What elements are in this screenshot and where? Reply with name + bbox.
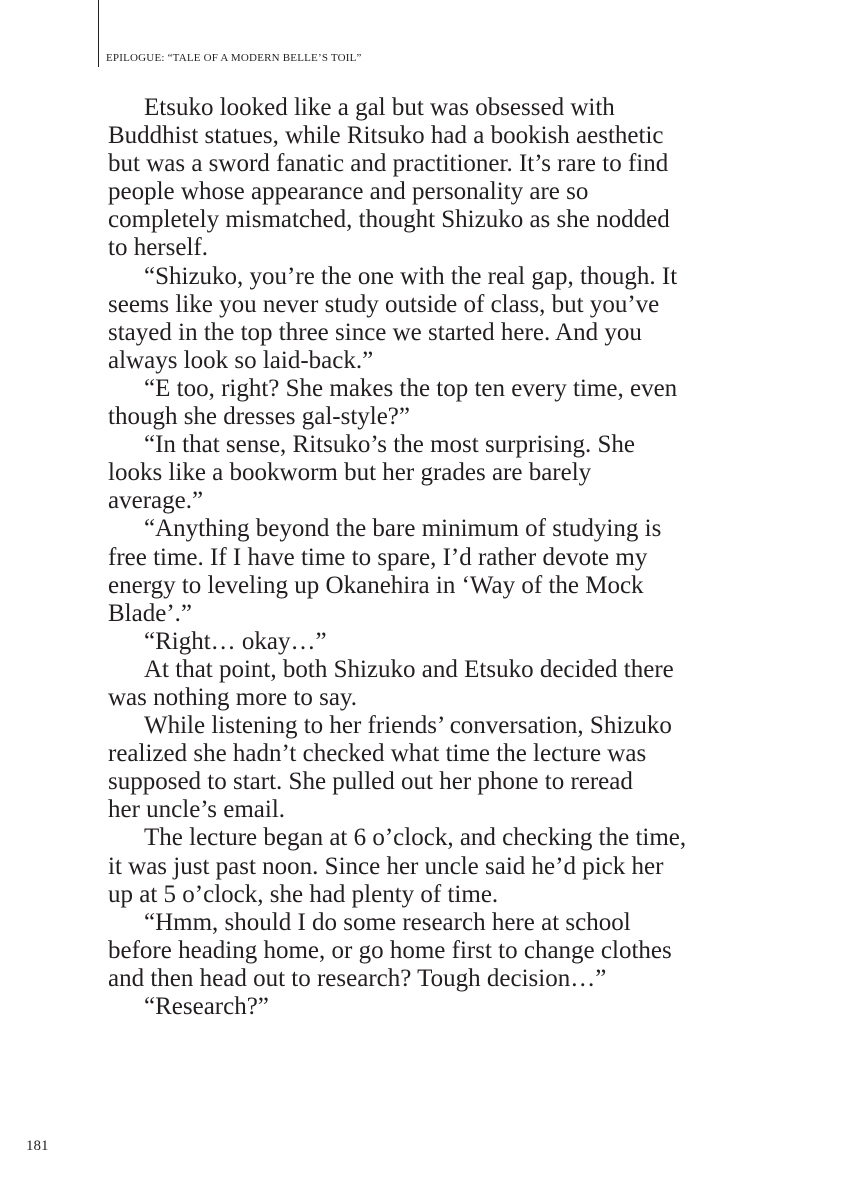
paragraph: Etsuko looked like a gal but was obsessed with Buddhist statues, while Ritsuko had a bookish aesthetic but was a sword fanatic and practitioner. It’s rare to find people whose appearance and personality are so completely mismatched, thought Shizuko as she nodded to herself. <box>108 94 670 262</box>
paragraph: The lecture began at 6 o’clock, and checking the time, it was just past noon. Since her uncle said he’d pick her up at 5 o’clock, she had plenty of time. <box>108 824 687 908</box>
paragraph: “In that sense, Ritsuko’s the most surprising. She looks like a bookworm but her grades are barely average.” <box>108 431 635 515</box>
paragraph: At that point, both Shizuko and Etsuko decided there was nothing more to say. <box>108 655 674 711</box>
paragraph: “Hmm, should I do some research here at school before heading home, or go home first to change clothes and then head out to research? Tough decision…” <box>108 908 672 992</box>
body-text <box>108 94 776 1021</box>
paragraph: While listening to her friends’ conversation, Shizuko realized she hadn’t checked what time the lecture was supposed to start. She pulled out her phone to reread her uncle’s email. <box>108 712 672 824</box>
paragraph: “Right… okay…” <box>144 627 327 655</box>
paragraph: “Anything beyond the bare minimum of studying is free time. If I have time to spare, I’d rather devote my energy to leveling up Okanehira in ‘Way of the Mock Blade’.” <box>108 515 662 627</box>
paragraph: “E too, right? She makes the top ten every time, even though she dresses gal-style?” <box>108 374 678 431</box>
paragraph: “Shizuko, you’re the one with the real gap, though. It seems like you never study outside of class, but you’ve stayed in the top three since we started here. And you always look so laid-back.” <box>108 262 678 374</box>
running-head: EPILOGUE: “TALE OF A MODERN BELLE’S TOIL” <box>106 52 362 64</box>
paragraph: “Research?” <box>144 993 269 1020</box>
header-rule <box>98 0 99 67</box>
page-number: 181 <box>26 1138 49 1154</box>
